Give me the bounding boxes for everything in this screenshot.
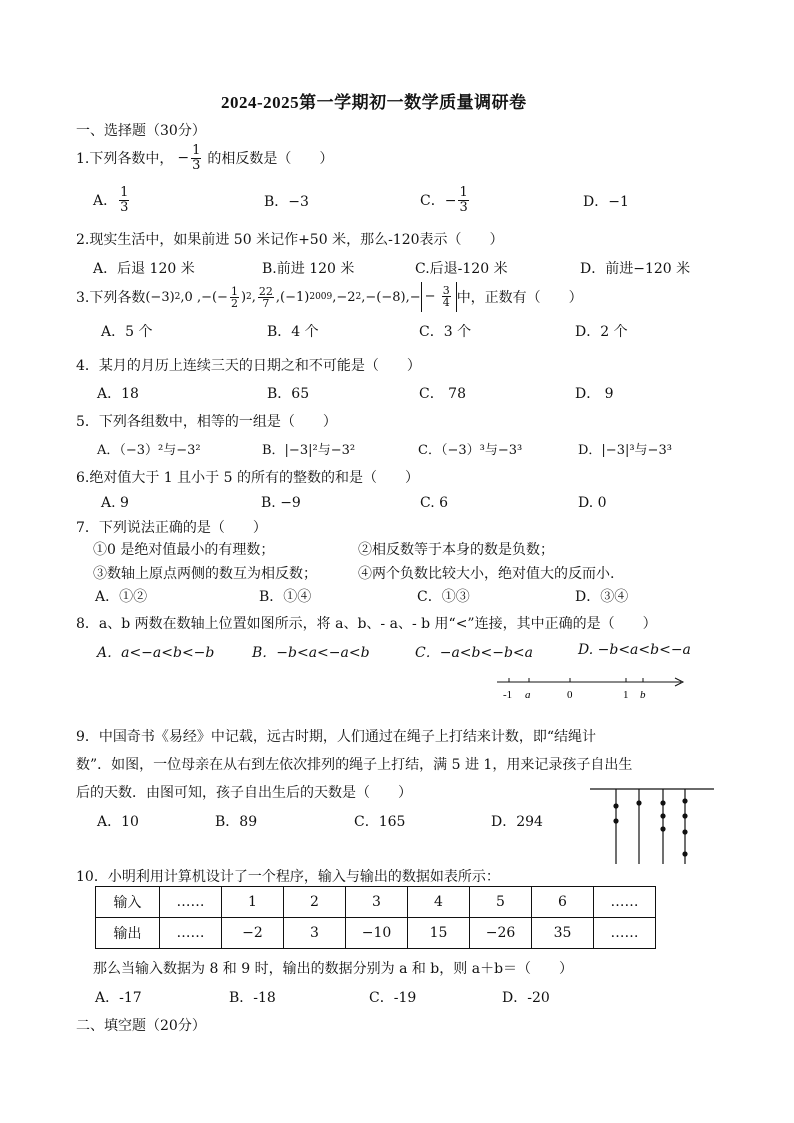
question-5-option-d[interactable]: D．|−3|³与−3³ [578, 443, 672, 458]
knotted-rope-figure [588, 786, 718, 868]
question-9-option-a[interactable]: A．10 [97, 814, 139, 830]
question-5-stem: 5．下列各组数中，相等的一组是（ ） [76, 414, 337, 430]
axis-label-one: 1 [623, 689, 629, 701]
table-cell: −10 [346, 918, 408, 949]
question-4-option-c[interactable]: C． 78 [419, 386, 466, 402]
knot [660, 826, 665, 831]
question-9-line-3: 后的天数．由图可知，孩子自出生后的天数是（ ） [76, 785, 412, 801]
table-cell: …… [160, 918, 222, 949]
question-9-line-1: 9．中国奇书《易经》中记载，远古时期，人们通过在绳子上打结来计数，即“结绳计 [76, 729, 597, 745]
table-cell: −26 [470, 918, 532, 949]
question-9-option-c[interactable]: C．165 [354, 814, 406, 830]
table-cell: 3 [346, 887, 408, 918]
absolute-value-expression: − $\frac{3}{4}$ [421, 282, 457, 312]
question-8-option-c[interactable]: C．−a<b<−b<a [415, 645, 533, 661]
question-2-option-a[interactable]: A．后退 120 米 [93, 261, 195, 277]
question-2-option-c[interactable]: C.后退-120 米 [415, 261, 508, 277]
question-7-option-c[interactable]: C．①③ [417, 589, 470, 605]
question-4-option-d[interactable]: D． 9 [575, 386, 614, 402]
question-10-option-a[interactable]: A．-17 [95, 990, 142, 1006]
question-3-option-d[interactable]: D．2 个 [575, 324, 628, 340]
question-3-option-c[interactable]: C．3 个 [419, 324, 472, 340]
question-1-option-d[interactable]: D．−1 [583, 194, 629, 210]
table-cell: …… [594, 918, 656, 949]
question-3-option-a[interactable]: A．5 个 [101, 324, 153, 340]
question-8-option-b[interactable]: B．−b<a<−a<b [252, 645, 370, 661]
question-2-option-d[interactable]: D．前进−120 米 [580, 261, 691, 277]
question-7-statement-1: ①0 是绝对值最小的有理数； [93, 542, 275, 558]
axis-label-zero: 0 [567, 689, 573, 701]
table-cell: …… [594, 887, 656, 918]
question-7-option-a[interactable]: A．①② [95, 589, 148, 605]
question-1-option-b[interactable]: B．−3 [264, 194, 309, 210]
knot [613, 818, 618, 823]
question-5-option-b[interactable]: B．|−3|²与−3² [262, 443, 356, 458]
question-8-stem: 8．a、b 两数在数轴上位置如图所示，将 a、b、- a、- b 用“<”连接，其中正确的是（ ） [76, 616, 657, 632]
axis-label-a: a [525, 689, 531, 701]
table-cell: 2 [284, 887, 346, 918]
table-cell: 5 [470, 887, 532, 918]
table-cell: 35 [532, 918, 594, 949]
knot [636, 800, 641, 805]
question-4-option-a[interactable]: A．18 [97, 386, 139, 402]
knot [682, 829, 687, 834]
table-cell: 1 [222, 887, 284, 918]
knot [682, 798, 687, 803]
question-1-option-a[interactable]: A． $\frac{1}{3}$ [93, 184, 129, 215]
question-6-option-c[interactable]: C. 6 [420, 495, 449, 511]
question-2-stem: 2.现实生活中，如果前进 50 米记作+50 米，那么-120表示（ ） [76, 232, 504, 248]
number-line-figure [493, 672, 693, 706]
question-6-stem: 6.绝对值大于 1 且小于 5 的所有的整数的和是（ ） [76, 470, 419, 486]
axis-label-minus-one: -1 [503, 689, 513, 701]
question-3-stem: 3.下列各数 (−3) 2 ,0 ,−(− $\frac{1}{2}$ ) 2 , $\frac{22}{7}$ ,(−1) 2009 ,−2 2 ,−(−8),− − $\frac{3}{4}$ 中，正数有（ ） [76, 279, 583, 315]
question-8-option-d[interactable]: D. −b<a<b<−a [578, 642, 691, 658]
knot [660, 813, 665, 818]
table-cell: 15 [408, 918, 470, 949]
question-10-option-d[interactable]: D．-20 [502, 990, 550, 1006]
question-5-option-a[interactable]: A．（−3）²与−3² [97, 443, 201, 458]
question-7-option-d[interactable]: D．③④ [575, 589, 629, 605]
question-9-option-b[interactable]: B．89 [215, 814, 258, 830]
question-7-statement-3: ③数轴上原点两侧的数互为相反数； [93, 566, 317, 582]
table-cell: 3 [284, 918, 346, 949]
axis-label-b: b [640, 689, 646, 701]
knot [613, 803, 618, 808]
question-9-option-d[interactable]: D．294 [491, 814, 543, 830]
question-3-option-b[interactable]: B．4 个 [267, 324, 319, 340]
question-1-stem: 1.下列各数中， − $\frac{1}{3}$ 的相反数是（ ） [76, 142, 334, 173]
question-2-option-b[interactable]: B.前进 120 米 [262, 261, 355, 277]
question-7-stem: 7．下列说法正确的是（ ） [76, 520, 267, 536]
question-8-option-a[interactable]: A．a<−a<b<−b [97, 645, 215, 661]
input-output-table [95, 886, 656, 949]
table-row-output [96, 918, 656, 949]
knot [682, 851, 687, 856]
table-row-input [96, 887, 656, 918]
table-cell: −2 [222, 918, 284, 949]
section-heading-fill-in: 二、填空题（20分） [76, 1018, 206, 1034]
question-10-option-b[interactable]: B．-18 [229, 990, 276, 1006]
page-title: 2024-2025第一学期初一数学质量调研卷 [221, 93, 527, 112]
table-cell: 输入 [96, 887, 160, 918]
table-cell: 6 [532, 887, 594, 918]
question-1-option-c[interactable]: C．− $\frac{1}{3}$ [420, 184, 468, 215]
table-cell: 4 [408, 887, 470, 918]
question-6-option-d[interactable]: D. 0 [578, 495, 607, 511]
knot [660, 800, 665, 805]
question-5-option-c[interactable]: C．（−3）³与−3³ [418, 443, 523, 458]
question-10-stem: 10．小明利用计算机设计了一个程序，输入与输出的数据如表所示： [76, 869, 500, 885]
table-cell: 输出 [96, 918, 160, 949]
question-10-option-c[interactable]: C．-19 [369, 990, 417, 1006]
knot [682, 813, 687, 818]
question-7-option-b[interactable]: B．①④ [259, 589, 312, 605]
question-4-option-b[interactable]: B．65 [267, 386, 310, 402]
question-9-line-2: 数”．如图，一位母亲在从右到左依次排列的绳子上打结，满 5 进 1，用来记录孩子自出生 [76, 757, 633, 773]
question-6-option-b[interactable]: B. −9 [261, 495, 301, 511]
question-7-statement-2: ②相反数等于本身的数是负数； [358, 542, 554, 558]
question-7-statement-4: ④两个负数比较大小，绝对值大的反而小. [358, 566, 615, 582]
table-cell: …… [160, 887, 222, 918]
section-heading-choice: 一、选择题（30分） [76, 123, 206, 139]
question-10-follow-up: 那么当输入数据为 8 和 9 时，输出的数据分别为 a 和 b，则 a＋b＝（ ） [93, 961, 574, 977]
question-6-option-a[interactable]: A. 9 [101, 495, 129, 511]
question-4-stem: 4．某月的月历上连续三天的日期之和不可能是（ ） [76, 358, 421, 374]
